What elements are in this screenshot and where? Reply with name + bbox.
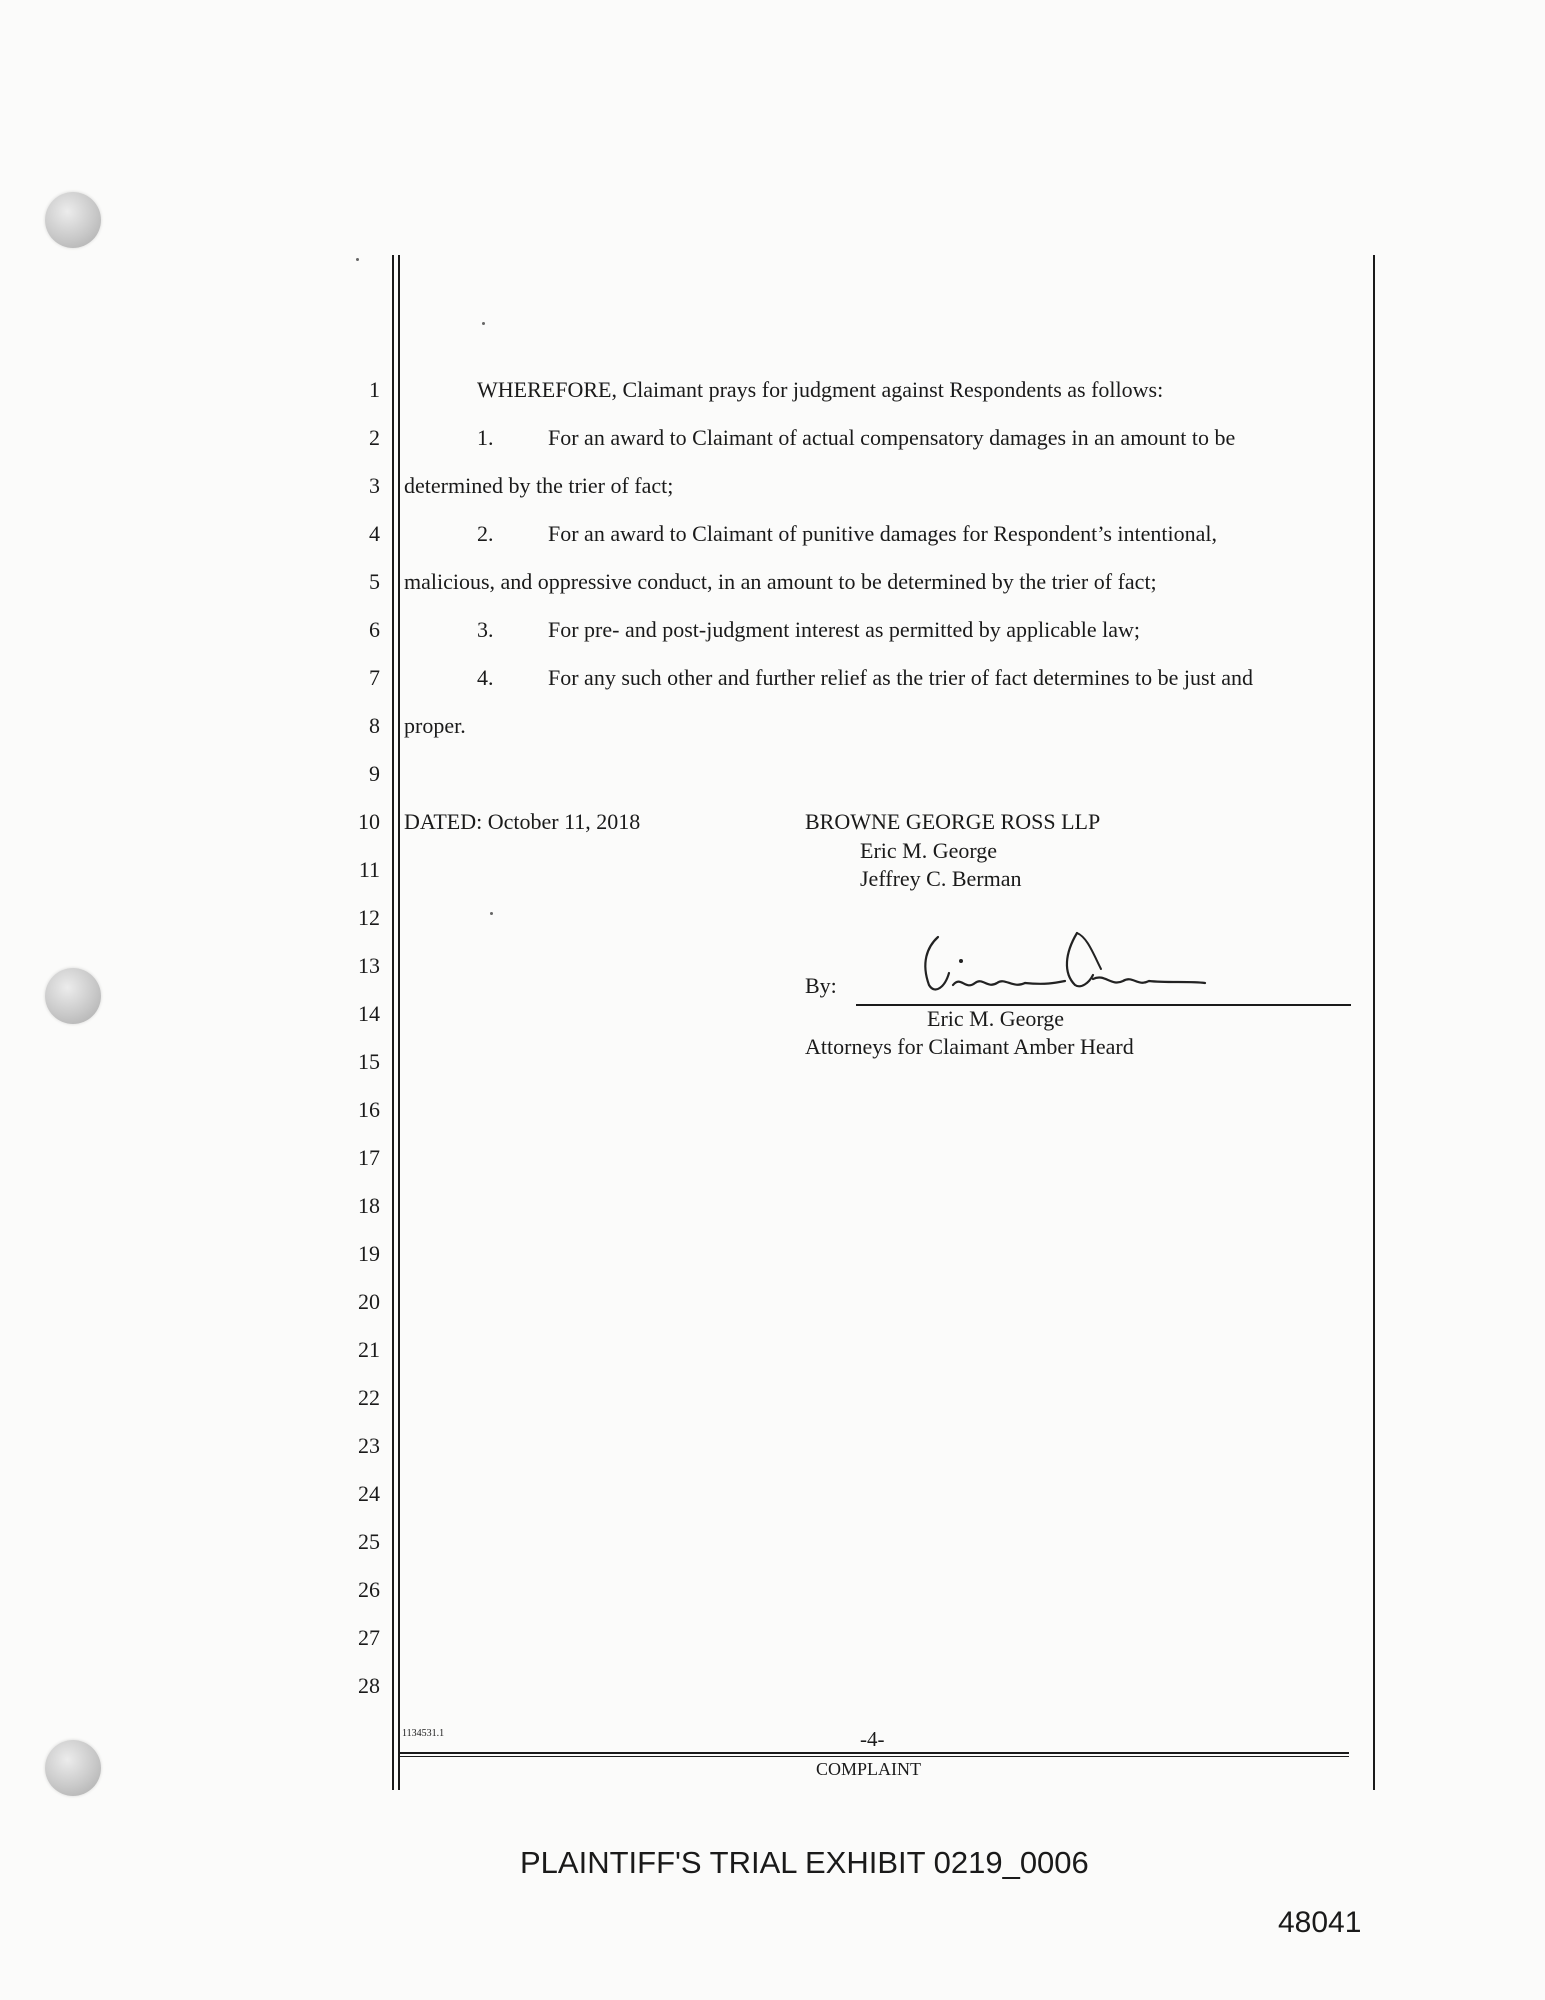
binder-hole-bottom — [45, 1740, 101, 1796]
item-continuation: malicious, and oppressive conduct, in an amount to be determined by the trier of fact; — [404, 569, 1157, 594]
signer-role: Attorneys for Claimant Amber Heard — [805, 1034, 1134, 1059]
line-number: 7 — [369, 665, 380, 690]
line-number: 24 — [358, 1481, 380, 1506]
footer-rule-top — [398, 1752, 1349, 1754]
line-number: 11 — [358, 857, 380, 882]
item-number: 4. — [477, 665, 494, 690]
prayer-intro: WHEREFORE, Claimant prays for judgment against Respondents as follows: — [477, 377, 1164, 402]
document-title: COMPLAINT — [816, 1759, 922, 1779]
item-number: 3. — [477, 617, 494, 642]
line-number: 19 — [358, 1241, 380, 1266]
item-number: 1. — [477, 425, 494, 450]
line-number: 23 — [358, 1433, 380, 1458]
document-code: 1134531.1 — [402, 1728, 445, 1739]
line-number: 17 — [358, 1145, 380, 1170]
line-number: 27 — [358, 1625, 380, 1650]
attorney-name: Eric M. George — [860, 838, 998, 863]
line-number: 13 — [358, 953, 380, 978]
line-number: 8 — [369, 713, 380, 738]
dated-line: DATED: October 11, 2018 — [404, 809, 641, 834]
line-number: 9 — [369, 761, 380, 786]
line-number: 6 — [369, 617, 380, 642]
item-text: For an award to Claimant of punitive damages for Respondent’s intentional, — [548, 521, 1218, 546]
line-number: 21 — [358, 1337, 380, 1362]
line-number: 3 — [369, 473, 380, 498]
left-margin-rule-outer — [392, 255, 394, 1790]
exhibit-stamp: PLAINTIFF'S TRIAL EXHIBIT 0219_0006 — [520, 1845, 1089, 1880]
firm-name: BROWNE GEORGE ROSS LLP — [805, 809, 1101, 834]
item-number: 2. — [477, 521, 494, 546]
page-number: -4- — [860, 1727, 885, 1751]
line-number: 22 — [358, 1385, 380, 1410]
item-continuation: determined by the trier of fact; — [404, 473, 674, 498]
line-number: 2 — [369, 425, 380, 450]
line-number: 4 — [369, 521, 380, 546]
line-number: 18 — [358, 1193, 380, 1218]
line-number: 12 — [358, 905, 380, 930]
item-text: For an award to Claimant of actual compensatory damages in an amount to be — [548, 425, 1236, 450]
left-margin-rule-inner — [398, 255, 400, 1790]
attorney-name: Jeffrey C. Berman — [860, 866, 1022, 891]
binder-hole-top — [45, 192, 101, 248]
scan-speck — [482, 322, 485, 325]
binder-hole-middle — [45, 968, 101, 1024]
scan-speck — [356, 258, 359, 261]
line-number: 15 — [358, 1049, 380, 1074]
right-margin-rule — [1373, 255, 1375, 1790]
by-label: By: — [805, 973, 837, 998]
bates-number: 48041 — [1278, 1906, 1362, 1939]
scan-speck — [490, 912, 493, 915]
line-number: 5 — [369, 569, 380, 594]
item-continuation: proper. — [404, 713, 466, 738]
line-number: 1 — [369, 377, 380, 402]
handwritten-signature — [905, 925, 1215, 1005]
line-number: 10 — [358, 809, 380, 834]
item-text: For pre- and post-judgment interest as permitted by applicable law; — [548, 617, 1141, 642]
line-number: 25 — [358, 1529, 380, 1554]
line-number: 20 — [358, 1289, 380, 1314]
line-number: 16 — [358, 1097, 380, 1122]
line-number: 14 — [358, 1001, 380, 1026]
item-text: For any such other and further relief as the trier of fact determines to be just and — [548, 665, 1253, 690]
signer-name: Eric M. George — [927, 1006, 1065, 1031]
line-number: 28 — [358, 1673, 380, 1698]
line-number: 26 — [358, 1577, 380, 1602]
